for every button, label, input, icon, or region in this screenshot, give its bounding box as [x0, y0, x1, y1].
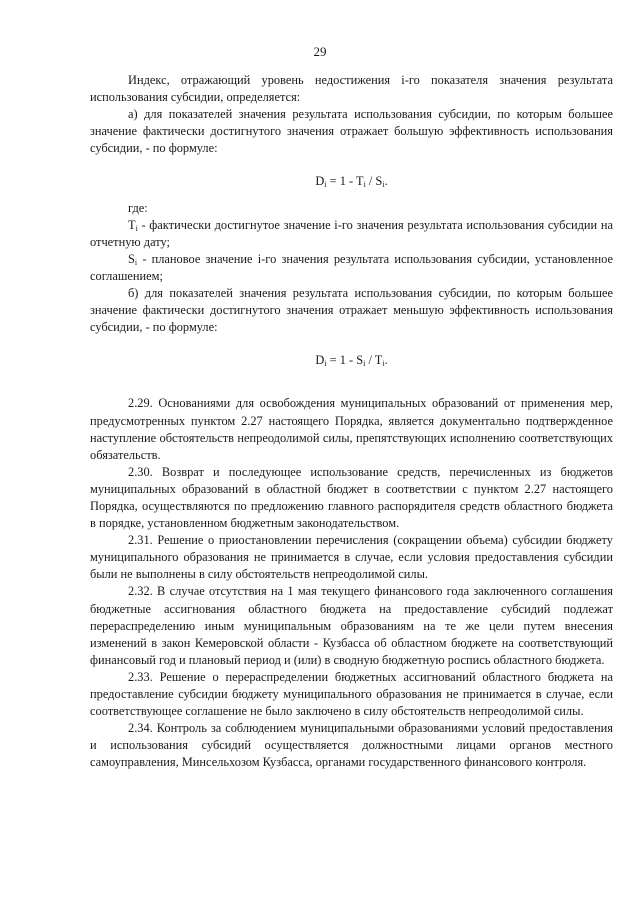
- paragraph-2-33: 2.33. Решение о перераспределении бюджетных ассигнований областного бюджета на предоставление субсидии бюджету муниципального образования не принимается в случае, если соответствующее соглашение не было заключено в силу обстоятельств непреодолимой силы.: [90, 669, 613, 719]
- item-b-paragraph: б) для показателей значения результата использования субсидии, по которым большее значение фактически достигнутого значения отражает меньшую эффективность использования субсидии, - по формуле:: [90, 286, 613, 335]
- definition-t: $T_i$ - фактически достигнутое значение i-го значения результата использования субсидии на отчетную дату;: [90, 217, 613, 249]
- definition-s: $S_i$ - плановое значение i-го значения результата использования субсидии, установленное соглашением;: [90, 251, 613, 283]
- formula-2: $D_i = 1 - S_i / T_i$.: [315, 353, 388, 369]
- spacer: [90, 378, 613, 395]
- page-number: 29: [313, 44, 327, 59]
- paragraph-2-32: 2.32. В случае отсутствия на 1 мая текущего финансового года заключенного соглашения бюджетные ассигнования областного бюджета на предоставление субсидий подлежат перераспределению иным муниципальным образованиям на те же цели путем внесения изменений в закон Кемеровской области - Кузбасса об областном бюджете на соответствующий финансовый год и плановый период и (или) в сводную бюджетную роспись областного бюджета.: [90, 584, 613, 667]
- paragraph-2-29: 2.29. Основаниями для освобождения муниципальных образований от применения мер, предусмотренных пунктом 2.27 настоящего Порядка, является документально подтвержденное наступление обстоятельств непреодолимой силы, препятствующих исполнению соответствующих обязательств.: [90, 396, 613, 462]
- paragraph-2-34: 2.34. Контроль за соблюдением муниципальными образованиями условий предоставления и использования субсидий осуществляется должностными лицами органов местного самоуправления, Минсельхозом Кузбасса, органами государственного финансового контроля.: [90, 721, 613, 770]
- document-body: [90, 72, 613, 771]
- formula-1: $D_i = 1 - T_i / S_i$.: [315, 174, 388, 190]
- intro-paragraph: Индекс, отражающий уровень недостижения i-го показателя значения результата использования субсидии, определяется:: [90, 73, 613, 105]
- paragraph-2-30: 2.30. Возврат и последующее использование средств, перечисленных из бюджетов муниципальных образований в областной бюджет в соответствии с пунктом 2.27 настоящего Порядка, осуществляются по предложению главного распорядителя средств областного бюджета в порядке, установленном бюджетным законодательством.: [90, 464, 613, 531]
- paragraph-2-31: 2.31. Решение о приостановлении перечисления (сокращении объема) субсидии бюджету муниципального образования не принимается в случае, если условия предоставления субсидии были не выполнены в силу обстоятельств непреодолимой силы.: [90, 533, 613, 582]
- where-label: где:: [128, 200, 148, 215]
- item-a-paragraph: а) для показателей значения результата использования субсидии, по которым большее значение фактически достигнутого значения отражает большую эффективность использования субсидии, - по формуле:: [90, 107, 613, 156]
